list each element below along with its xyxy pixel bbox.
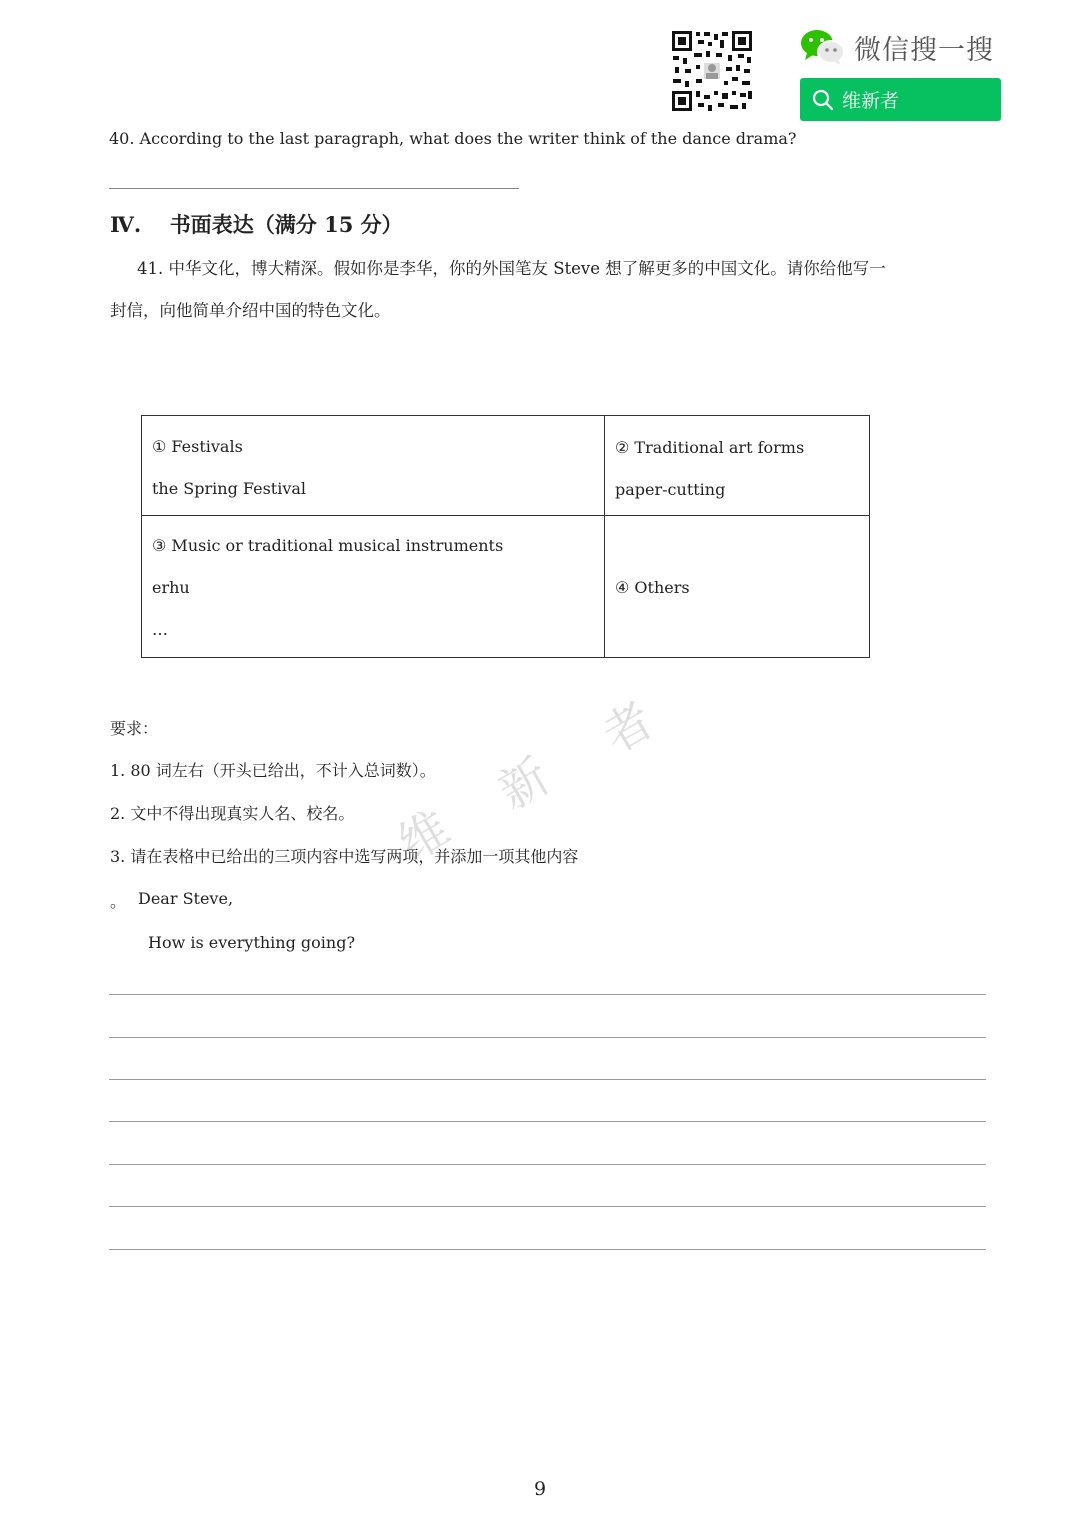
- question-40: 40. According to the last paragraph, what does the writer think of the dance drama?: [109, 129, 797, 148]
- culture-topics-table: [141, 415, 870, 658]
- letter-lead-mark: 。: [110, 892, 127, 911]
- page-number: 9: [533, 1478, 547, 1500]
- qr-code-icon: [670, 29, 754, 113]
- table-cell-art-forms: [605, 416, 870, 516]
- search-button-label: 维新者: [842, 90, 900, 112]
- search-button[interactable]: [800, 78, 1001, 121]
- section-title: 书面表达（满分 15 分）: [169, 212, 403, 237]
- cell-heading: ④ Others: [615, 578, 690, 597]
- cell-more: …: [152, 620, 168, 639]
- cell-example: erhu: [152, 578, 190, 597]
- writing-line[interactable]: [109, 1206, 986, 1207]
- writing-line[interactable]: [109, 1121, 986, 1122]
- requirement-item-3: 3. 请在表格中已给出的三项内容中选写两项，并添加一项其他内容: [110, 847, 579, 866]
- wechat-search-brand: [800, 26, 1002, 122]
- wechat-logo-icon: [800, 28, 846, 66]
- writing-line[interactable]: [109, 1037, 986, 1038]
- writing-line[interactable]: [109, 1164, 986, 1165]
- cell-example: the Spring Festival: [152, 479, 307, 498]
- requirement-item-2: 2. 文中不得出现真实人名、校名。: [110, 804, 355, 823]
- writing-line[interactable]: [109, 1249, 986, 1250]
- writing-line[interactable]: [109, 994, 986, 995]
- table-cell-music: [142, 516, 605, 658]
- requirement-item-1: 1. 80 词左右（开头已给出，不计入总词数）。: [110, 761, 436, 780]
- letter-opening: How is everything going?: [148, 933, 356, 952]
- watermark-char-2: 新: [489, 748, 560, 821]
- question-41-line-2: 封信，向他简单介绍中国的特色文化。: [110, 301, 391, 320]
- section-heading: [110, 209, 403, 239]
- brand-title: 微信搜一搜: [854, 34, 994, 66]
- cell-heading: ① Festivals: [152, 437, 243, 456]
- writing-line[interactable]: [109, 1079, 986, 1080]
- table-cell-festivals: [142, 416, 605, 516]
- watermark-char-1: 维: [389, 800, 460, 873]
- answer-line-40[interactable]: [109, 188, 519, 189]
- table-cell-others: [605, 516, 870, 658]
- qr-code[interactable]: [670, 29, 754, 113]
- cell-example: paper-cutting: [615, 480, 726, 499]
- watermark-char-3: 者: [593, 692, 664, 765]
- question-41-line-1: 41. 中华文化，博大精深。假如你是李华，你的外国笔友 Steve 想了解更多的中国文化。请你给他写一: [137, 259, 886, 278]
- cell-heading: ③ Music or traditional musical instruments: [152, 536, 504, 555]
- search-icon: [812, 89, 834, 111]
- section-numeral: Ⅳ.: [110, 212, 142, 237]
- cell-heading: ② Traditional art forms: [615, 438, 805, 457]
- letter-salutation: Dear Steve,: [138, 889, 234, 908]
- requirements-label: 要求：: [110, 719, 159, 738]
